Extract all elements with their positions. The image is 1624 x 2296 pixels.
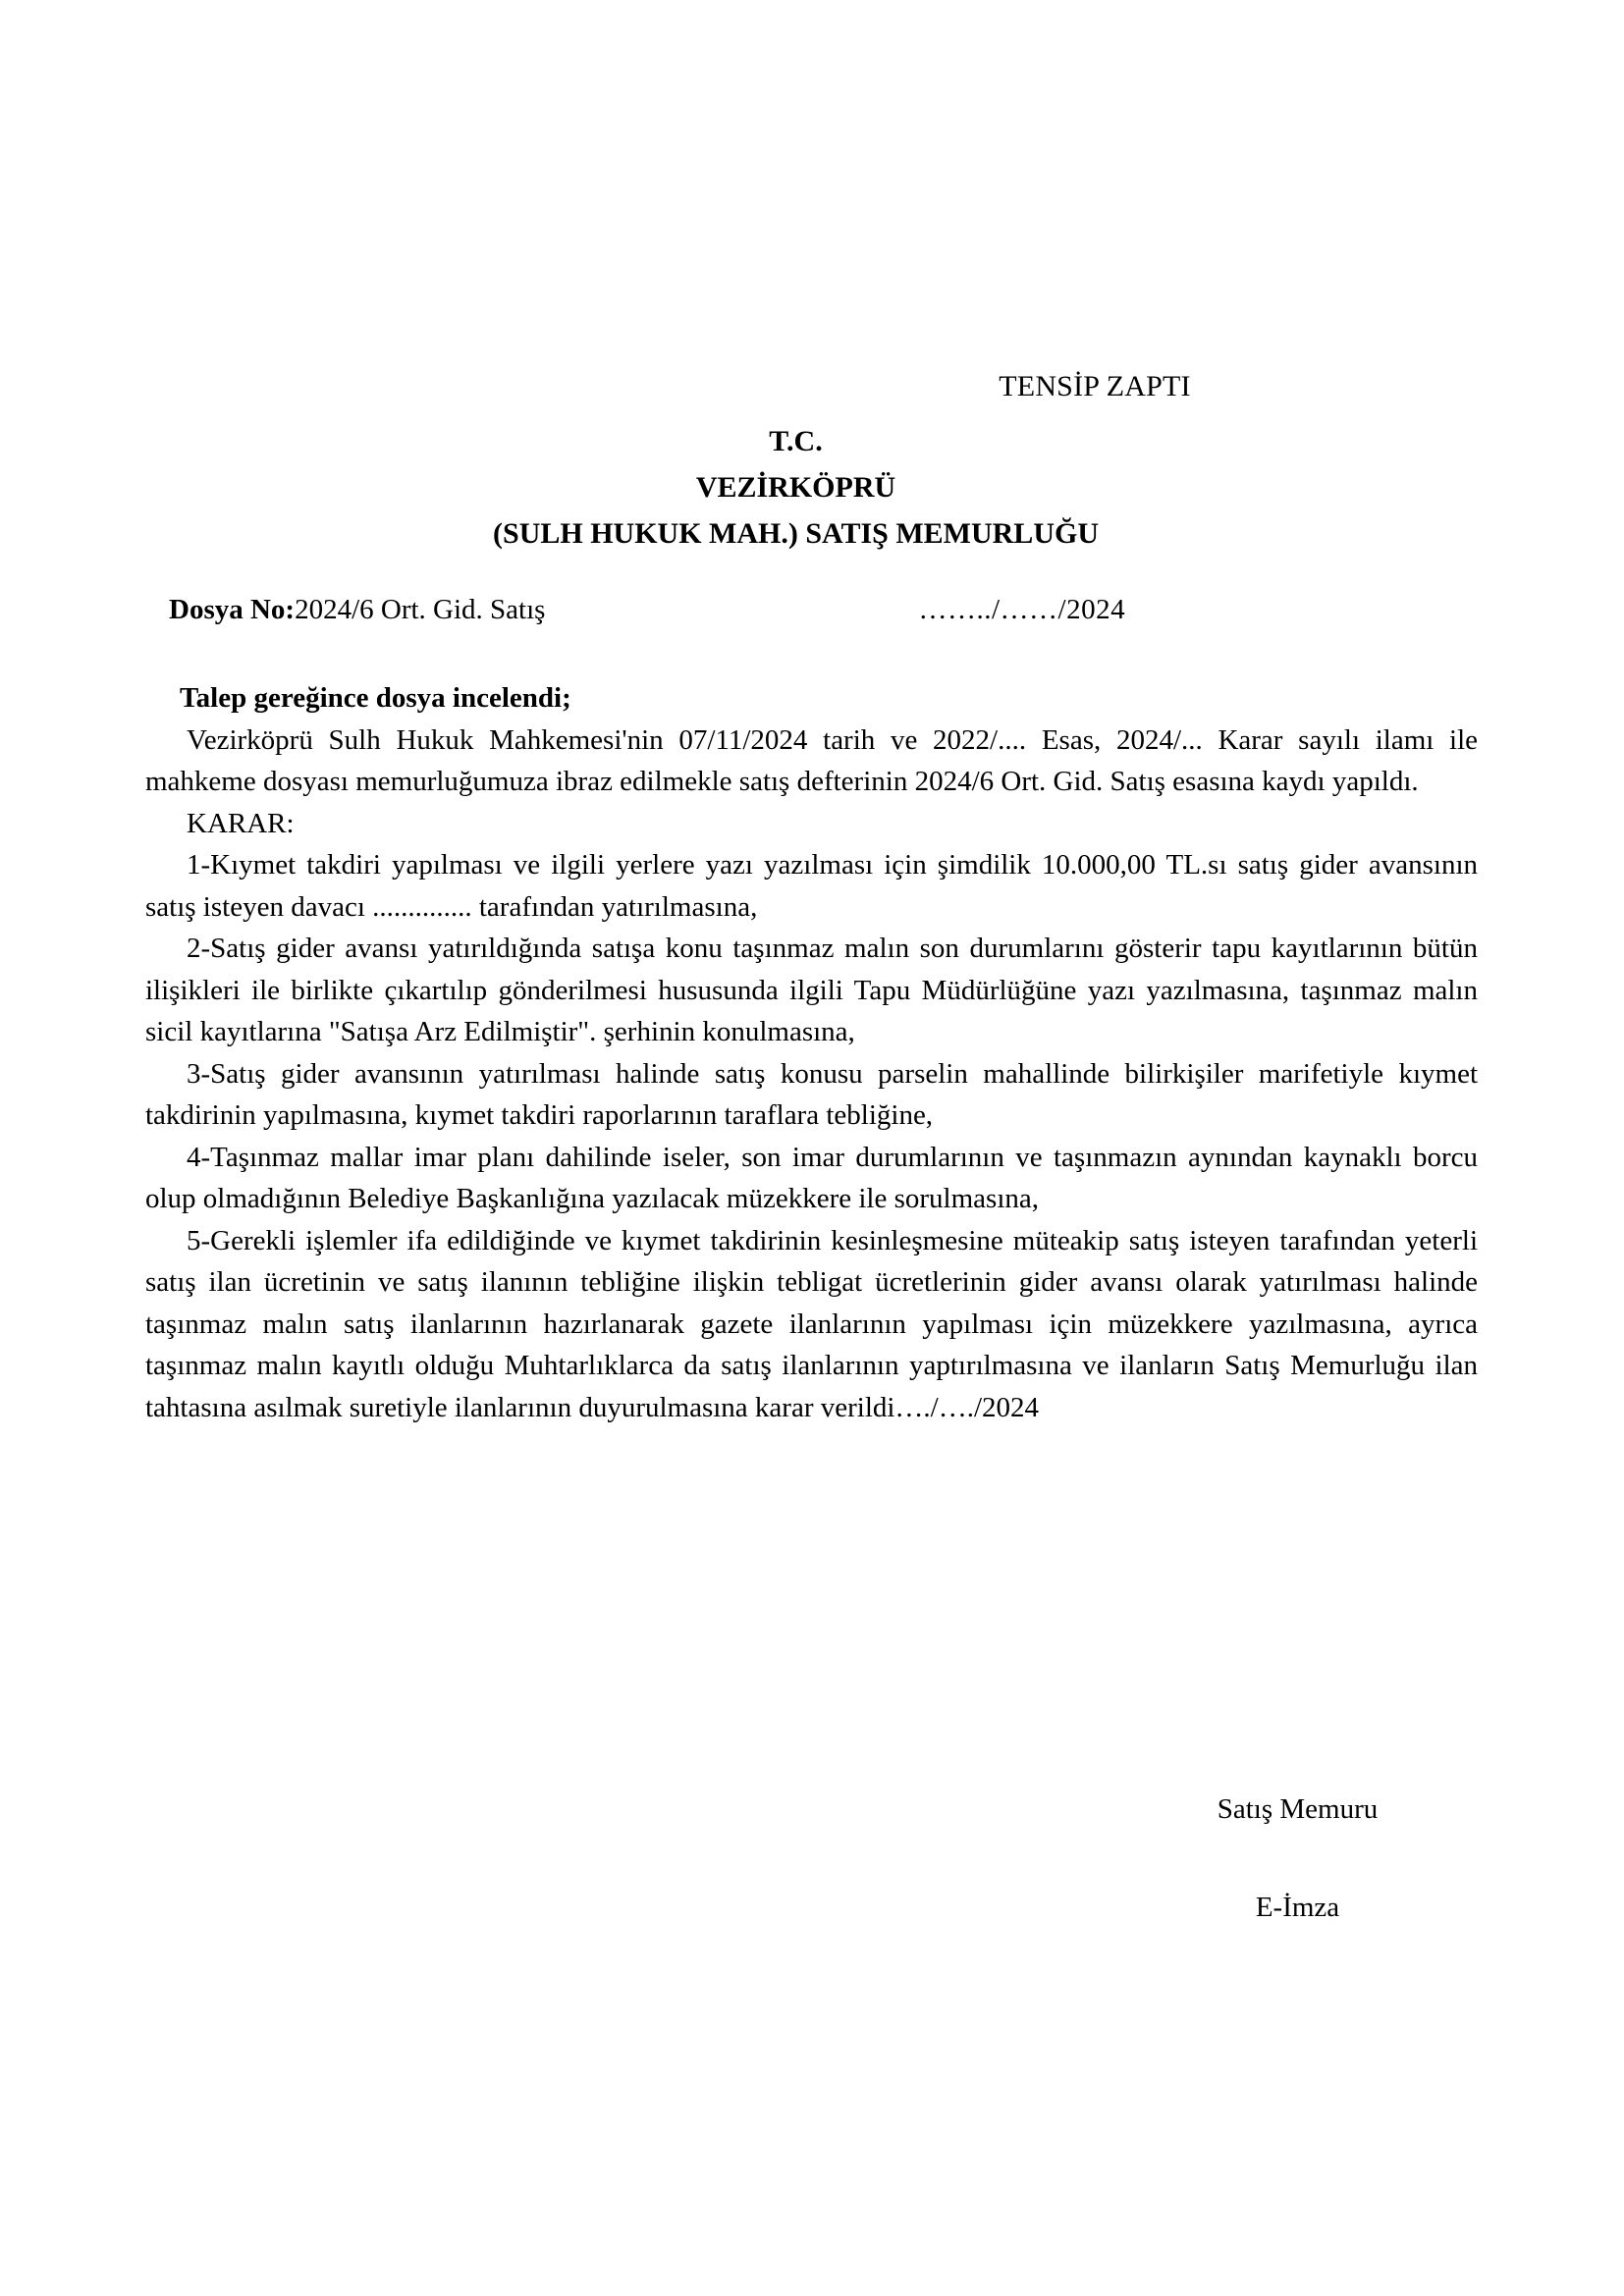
organization-line-country: T.C.	[769, 425, 823, 457]
organization-header	[145, 418, 1478, 557]
decision-item-5: 5-Gerekli işlemler ifa edildiğinde ve kıymet takdirinin kesinleşmesine müteakip satış isteyen tarafından yeterli satış ilan ücretinin ve satış ilanının tebliğine ilişkin tebligat ücretlerinin gider avansı olarak yatırılması halinde taşınmaz malın satış ilanlarının hazırlanarak gazete ilanlarının yapılması için müzekkere yazılmasına, ayrıca taşınmaz malın kayıtlı olduğu Muhtarlıklarca da satış ilanlarının yaptırılmasına ve ilanların Satış Memurluğu ilan tahtasına asılmak suretiyle ilanlarının duyurulmasına karar verildi…./…./2024	[145, 1224, 1478, 1423]
document-title: TENSİP ZAPTI	[999, 370, 1191, 402]
document-body	[145, 677, 1478, 1428]
file-number-row	[145, 589, 1478, 630]
file-number-value: 2024/6 Ort. Gid. Satış	[295, 594, 546, 625]
signature-spacer	[145, 1830, 1478, 1887]
intro-paragraph: Vezirköprü Sulh Hukuk Mahkemesi'nin 07/11/2024 tarih ve 2022/.... Esas, 2024/... Karar sayılı ilamı ile mahkeme dosyası memurluğumuza ibraz edilmekle satış defterinin 2024/6 Ort. Gid. Satış esasına kaydı yapıldı.	[145, 723, 1478, 797]
lead-statement: Talep gereğince dosya incelendi;	[180, 682, 571, 714]
organization-line-office: (SULH HUKUK MAH.) SATIŞ MEMURLUĞU	[493, 517, 1099, 550]
signature-block	[145, 1789, 1478, 1928]
signatory-role: Satış Memuru	[1217, 1793, 1379, 1825]
electronic-signature-label: E-İmza	[1255, 1892, 1340, 1923]
organization-line-city: VEZİRKÖPRÜ	[695, 471, 896, 504]
file-number-label: Dosya No:	[169, 594, 296, 625]
decision-item-1: 1-Kıymet takdiri yapılması ve ilgili yerlere yazı yazılması için şimdilik 10.000,00 TL.sı satış gider avansının satış isteyen davacı .............. tarafından yatırılmasına,	[145, 849, 1478, 923]
decision-item-3: 3-Satış gider avansının yatırılması halinde satış konusu parselin mahallinde bilirkişiler marifetiyle kıymet takdirinin yapılmasına, kıymet takdiri raporlarının taraflara tebliğine,	[145, 1057, 1478, 1131]
decision-label: KARAR:	[187, 807, 295, 839]
decision-item-2: 2-Satış gider avansı yatırıldığında satışa konu taşınmaz malın son durumlarını gösterir tapu kayıtlarının bütün ilişikleri ile birlikte çıkartılıp gönderilmesi hususunda ilgili Tapu Müdürlüğüne yazı yazılmasına, taşınmaz malın sicil kayıtlarına "Satışa Arz Edilmiştir". şerhinin konulmasına,	[145, 933, 1478, 1047]
decision-item-4: 4-Taşınmaz mallar imar planı dahilinde iseler, son imar durumlarının ve taşınmazın aynından kaynaklı borcu olup olmadığının Belediye Başkanlığına yazılacak müzekkere ile sorulmasına,	[145, 1141, 1478, 1214]
document-date-field: ……../……/2024	[918, 594, 1126, 625]
